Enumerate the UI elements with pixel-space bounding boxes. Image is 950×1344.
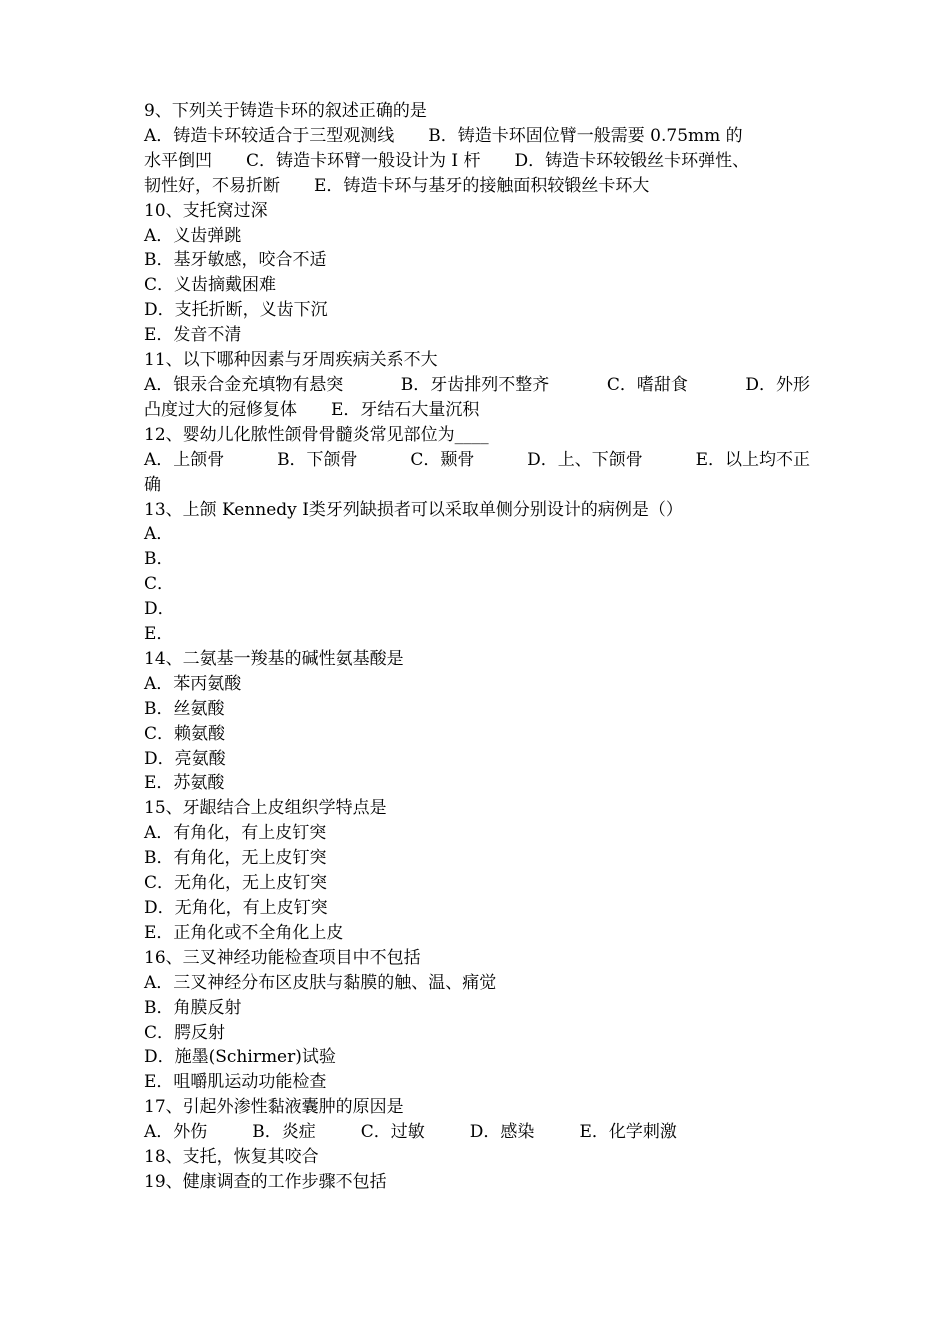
option-c: C．无角化，无上皮钉突 [144,873,328,894]
option-c: C．颞骨 [410,449,475,470]
option-e: E．苏氨酸 [144,773,225,794]
option-b: B．有角化，无上皮钉突 [144,848,327,869]
option-d: D．无角化，有上皮钉突 [144,898,328,918]
option-d: D．施墨(Schirmer)试验 [144,1047,336,1068]
option-e: E． [144,624,174,645]
option-a: A．有角化，有上皮钉突 [144,823,327,844]
option-c: C．腭反射 [144,1022,226,1043]
option-e: E．咀嚼肌运动功能检查 [144,1072,327,1093]
options-row [144,1120,810,1145]
option-b: B．角膜反射 [144,997,242,1018]
option-a: A． [144,524,174,545]
question-9 [144,99,810,199]
option-c: C．嗜甜食 [606,374,688,395]
options-continuation: 凸度过大的冠修复体 E．牙结石大量沉积 [144,399,480,420]
options-continuation: 确 [144,474,161,495]
question-15 [144,796,810,945]
options-row [144,373,810,398]
option-a: A．苯丙氨酸 [144,673,242,694]
option-a: A．上颌骨 [144,449,225,470]
option-c: C． [144,574,175,595]
question-options-line: 韧性好，不易折断 E．铸造卡环与基牙的接触面积较锻丝卡环大 [144,175,650,196]
option-e: E．发音不清 [144,325,242,346]
question-19 [144,1170,810,1195]
option-c: C．义齿摘戴困难 [144,275,277,296]
question-13 [144,498,810,647]
question-18 [144,1145,810,1170]
option-d: D．亮氨酸 [144,748,226,769]
question-16 [144,946,810,1095]
option-e: E．化学刺激 [579,1122,677,1143]
question-stem: 10、支托窝过深 [144,200,268,221]
option-a: A．三叉神经分布区皮肤与黏膜的触、温、痛觉 [144,972,497,993]
option-e: E．以上均不正 [695,449,810,470]
option-b: B．炎症 [252,1122,316,1143]
option-a: A．银汞合金充填物有悬突 [144,374,344,395]
question-stem: 15、牙龈结合上皮组织学特点是 [144,798,387,819]
options-row [144,448,810,473]
option-b: B．下颌骨 [277,449,358,470]
option-c: C．赖氨酸 [144,723,226,744]
option-d: D． [144,599,175,620]
option-a: A．义齿弹跳 [144,225,242,246]
option-e: E．正角化或不全角化上皮 [144,922,344,943]
option-d: D．支托折断，义齿下沉 [144,300,328,321]
question-stem: 14、二氨基一羧基的碱性氨基酸是 [144,648,404,669]
option-b: B．牙齿排列不整齐 [400,374,550,395]
question-11 [144,348,810,423]
option-d: D．感染 [469,1122,535,1143]
question-stem: 12、婴幼儿化脓性颌骨骨髓炎常见部位为____ [144,424,489,445]
question-stem: 11、以下哪种因素与牙周疾病关系不大 [144,350,438,371]
question-stem: 16、三叉神经功能检查项目中不包括 [144,947,421,968]
question-17 [144,1095,810,1145]
option-d: D．外形 [745,374,810,395]
question-14 [144,647,810,796]
option-b: B． [144,549,174,570]
option-d: D．上、下颌骨 [527,449,643,470]
question-options-line: A．铸造卡环较适合于三型观测线 B．铸造卡环固位臂一般需要 0.75mm 的 [144,125,743,146]
question-stem: 13、上颌 Kennedy Ⅰ类牙列缺损者可以采取单侧分别设计的病例是（） [144,499,683,520]
question-stem: 9、下列关于铸造卡环的叙述正确的是 [144,101,427,121]
option-b: B．基牙敏感，咬合不适 [144,250,327,271]
question-10 [144,199,810,348]
question-options-line: 水平倒凹 C．铸造卡环臂一般设计为 I 杆 D．铸造卡环较锻丝卡环弹性、 [144,150,750,171]
document-page [144,99,810,1195]
question-12 [144,423,810,498]
option-b: B．丝氨酸 [144,698,225,719]
question-stem: 18、支托，恢复其咬合 [144,1147,319,1168]
question-stem: 17、引起外渗性黏液囊肿的原因是 [144,1097,404,1118]
option-c: C．过敏 [360,1122,425,1143]
option-a: A．外伤 [144,1122,208,1143]
question-stem: 19、健康调查的工作步骤不包括 [144,1171,387,1192]
